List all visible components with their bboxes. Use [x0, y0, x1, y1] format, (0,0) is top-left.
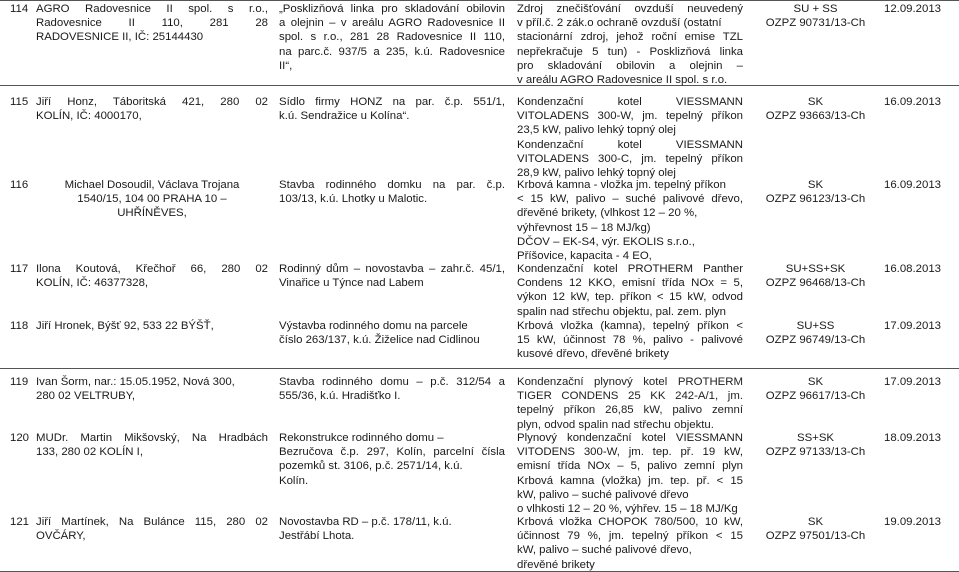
date-cell: 17.09.2013 [884, 320, 942, 332]
date-cell: 16.08.2013 [884, 263, 942, 275]
reference-cell: SK OZPZ 97501/13-Ch [765, 516, 866, 543]
reference-cell: SK OZPZ 96123/13-Ch [765, 179, 866, 206]
row-number: 118 [10, 320, 29, 332]
applicant-cell: Ivan Šorm, nar.: 15.05.1952, Nová 300, 280 02 VELTRUBY, [36, 376, 235, 403]
applicant-cell: Jiří Martínek, Na Bulánce 115, 280 02 OVČÁRY, [36, 516, 268, 543]
reference-cell: SU+SS+SK OZPZ 96468/13-Ch [765, 263, 866, 290]
source-cell: Kondenzační kotel PROTHERM Panther Condens 12 KKO, emisní třída NOx = 5, výkon 12 kW, tep. příkon < 15 kW, odvod spalin nad střechu objektu, pal. zem. plyn [517, 263, 743, 318]
row-divider [0, 0, 959, 1]
reference-cell: SS+SK OZPZ 97133/13-Ch [765, 432, 866, 459]
row-number: 116 [10, 179, 29, 191]
row-divider [0, 368, 959, 369]
row-number: 120 [10, 432, 30, 444]
row-number: 115 [10, 96, 29, 108]
source-cell: Zdroj znečišťování ovzduší neuvedený v příl.č. 2 zák.o ochraně ovzduší (ostatní stacionární zdroj, jehož roční emise TZL nepřekračuje 5 tun) - Posklizňová linka pro skladování obilovin a olejnin – v areálu AGRO Radovesnice II spol. s r.o. [517, 3, 743, 87]
location-cell: „Posklizňová linka pro skladování obilovin a olejnin – v areálu AGRO Radovesnice II spol. s r.o., 281 28 Radovesnice II 110, na parc.č. 937/5 a 235, k.ú. Radovesnice II“, [279, 3, 505, 72]
location-cell: Výstavba rodinného domu na parcele číslo 263/137, k.ú. Žiželice nad Cidlinou [279, 320, 480, 347]
source-cell: Krbová vložka (kamna), tepelný příkon < 15 kW, účinnost 78 %, palivo - palivové kusové dřevo, dřevěné brikety [517, 320, 743, 361]
location-cell: Novostavba RD – p.č. 178/11, k.ú. Jestřábí Lhota. [279, 516, 452, 543]
reference-cell: SK OZPZ 96617/13-Ch [765, 376, 866, 403]
row-number: 119 [10, 376, 29, 388]
applicant-cell: Michael Dosoudil, Václava Trojana 1540/15, 104 00 PRAHA 10 – UHŘÍNĚVES, [64, 179, 240, 220]
date-cell: 19.09.2013 [884, 516, 942, 528]
row-number: 117 [10, 263, 29, 275]
location-cell: Sídlo firmy HONZ na par. č.p. 551/1, k.ú. Sendražice u Kolína“. [279, 96, 505, 123]
source-cell: Krbová vložka CHOPOK 780/500, 10 kW, účinnost 79 %, jm. tepelný příkon < 15 kW, palivo – suché palivové dřevo, dřevěné brikety [517, 516, 743, 571]
applicant-cell: MUDr. Martin Mikšovský, Na Hradbách 133, 280 02 KOLÍN I, [36, 432, 268, 459]
row-number: 114 [10, 3, 29, 15]
applicant-cell: Jiří Hronek, Býšť 92, 533 22 BÝŠŤ, [36, 320, 214, 332]
reference-cell: SU+SS OZPZ 96749/13-Ch [765, 320, 866, 347]
date-cell: 16.09.2013 [884, 96, 942, 108]
applicant-cell: AGRO Radovesnice II spol. s r.o., Radovesnice II 110, 281 28 RADOVESNICE II, IČ: 25144430 [36, 3, 268, 44]
source-cell: Kondenzační kotel VIESSMANN VITOLADENS 300-W, jm. tepelný příkon 23,5 kW, palivo lehký topný olej Kondenzační kotel VIESSMANN VITOLADENS 300-C, jm. tepelný příkon 28,9 kW, palivo lehký topný olej [517, 96, 743, 180]
row-number: 121 [10, 516, 30, 528]
source-cell: Kondenzační plynový kotel PROTHERM TIGER CONDENS 25 KK 242-A/1, jm. tepelný příkon 26,85 kW, palivo zemní plyn, odvod spalin nad střechu objektu. [517, 376, 743, 431]
reference-cell: SU + SS OZPZ 90731/13-Ch [765, 3, 866, 30]
location-cell: Rekonstrukce rodinného domu – Bezručova č.p. 297, Kolín, parcelní čísla pozemků st. 3106, p.č. 2571/14, k.ú. Kolín. [279, 432, 505, 487]
location-cell: Rodinný dům – novostavba – zahr.č. 45/1, Vinařice u Týnce nad Labem [279, 263, 505, 290]
source-cell: Plynový kondenzační kotel VIESSMANN VITODENS 300-W, jm. tep. př. 19 kW, emisní třída NOx – 5, palivo zemní plyn Krbová kamna (vložka) jm. tep. př. < 15 kW, palivo – suché palivové dřevo o vlhkosti 12 – 20 %, výhřev. 15 – 18 MJ/Kg [517, 432, 743, 516]
row-divider [0, 85, 959, 86]
source-cell: Krbová kamna - vložka jm. tepelný příkon < 15 kW, palivo – suché palivové dřevo, dřevěné brikety, (vlhkost 12 – 20 %, výhřevnost 15 – 18 MJ/kg) DČOV – EK-S4, výr. EKOLIS s.r.o., Příšovice, kapacita - 4 EO, [517, 179, 743, 263]
date-cell: 12.09.2013 [884, 3, 942, 15]
applicant-cell: Ilona Koutová, Křečhoř 66, 280 02 KOLÍN, IČ: 46377328, [36, 263, 268, 290]
date-cell: 18.09.2013 [884, 432, 942, 444]
reference-cell: SK OZPZ 93663/13-Ch [765, 96, 866, 123]
location-cell: Stavba rodinného domku na par. č.p. 103/13, k.ú. Lhotky u Malotic. [279, 179, 505, 206]
date-cell: 16.09.2013 [884, 179, 942, 191]
applicant-cell: Jiří Honz, Táboritská 421, 280 02 KOLÍN, IČ: 4000170, [36, 96, 268, 123]
date-cell: 17.09.2013 [884, 376, 942, 388]
location-cell: Stavba rodinného domu – p.č. 312/54 a 555/36, k.ú. Hradišťko I. [279, 376, 505, 403]
